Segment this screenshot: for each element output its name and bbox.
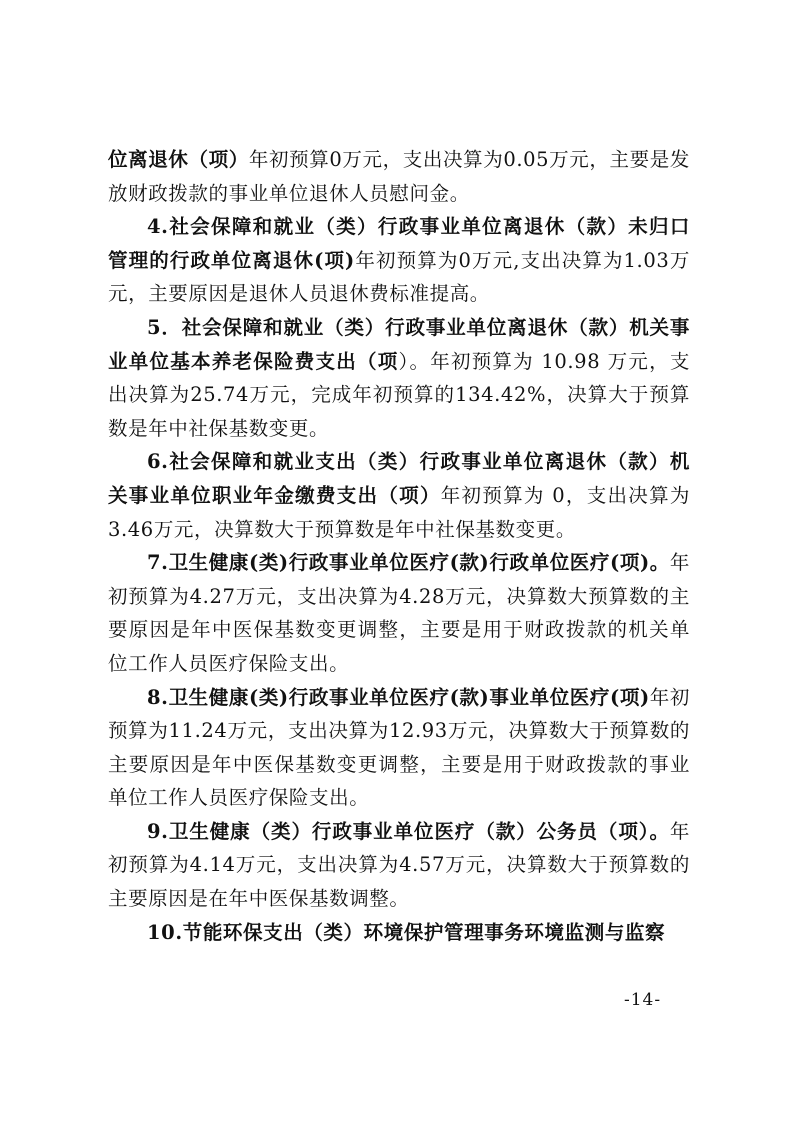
document-body [108, 143, 690, 949]
item-heading: 10.节能环保支出（类）环境保护管理事务环境监测与监察 [147, 920, 666, 944]
item-heading: 位离退休（项） [108, 148, 249, 171]
item-text: 年初预算为 0，支出决算为3.46万元，决算数大于预算数是年中社保基数变更。 [108, 483, 690, 541]
item-heading: 8.卫生健康(类)行政事业单位医疗(款)事业单位医疗(项) [147, 685, 650, 709]
item-text: 年初预算为11.24万元，支出决算为12.93万元，决算数大于预算数的主要原因是年中医保基数变更调整，主要是用于财政拨款的事业单位工作人员医疗保险支出。 [108, 685, 690, 810]
paragraph-2 [108, 210, 690, 311]
item-text: 年初预算为4.27万元，支出决算为4.28万元，决算数大预算数的主要原因是年中医保基数变更调整，主要是用于财政拨款的机关单位工作人员医疗保险支出。 [108, 551, 690, 675]
item-heading: 6.社会保障和就业支出（类）行政事业单位离退休（款）机关事业单位职业年金缴费支出（项） [108, 450, 690, 507]
paragraph-4 [108, 445, 690, 546]
paragraph-8 [108, 916, 690, 950]
item-text: 年初预算为0万元,支出决算为1.03万元，主要原因是退休人员退休费标准提高。 [108, 248, 690, 306]
item-text: 年初预算0万元，支出决算为0.05万元，主要是发放财政拨款的事业单位退休人员慰问金。 [108, 148, 691, 205]
item-text: 年初预算为4.14万元，支出决算为4.57万元，决算数大于预算数的主要原因是在年中医保基数调整。 [108, 819, 690, 911]
item-heading: 9.卫生健康（类）行政事业单位医疗（款）公务员（项）。 [147, 819, 670, 843]
paragraph-7 [108, 815, 690, 916]
paragraph-3 [108, 311, 690, 445]
item-text: ）。年初预算为 10.98 万元，支出决算为25.74万元，完成年初预算的134.42%，决算大于预算数是年中社保基数变更。 [108, 349, 690, 440]
page-number: -14- [624, 990, 662, 1010]
paragraph-6 [108, 681, 690, 815]
paragraph-5 [108, 546, 690, 680]
paragraph-1 [108, 143, 690, 210]
item-heading: 7.卫生健康(类)行政事业单位医疗(款)行政单位医疗(项)。 [147, 551, 670, 575]
item-heading: 5．社会保障和就业（类）行政事业单位离退休（款）机关事业单位基本养老保险费支出（项 [108, 315, 690, 373]
item-heading: 4.社会保障和就业（类）行政事业单位离退休（款）未归口管理的行政单位离退休(项) [108, 215, 690, 272]
